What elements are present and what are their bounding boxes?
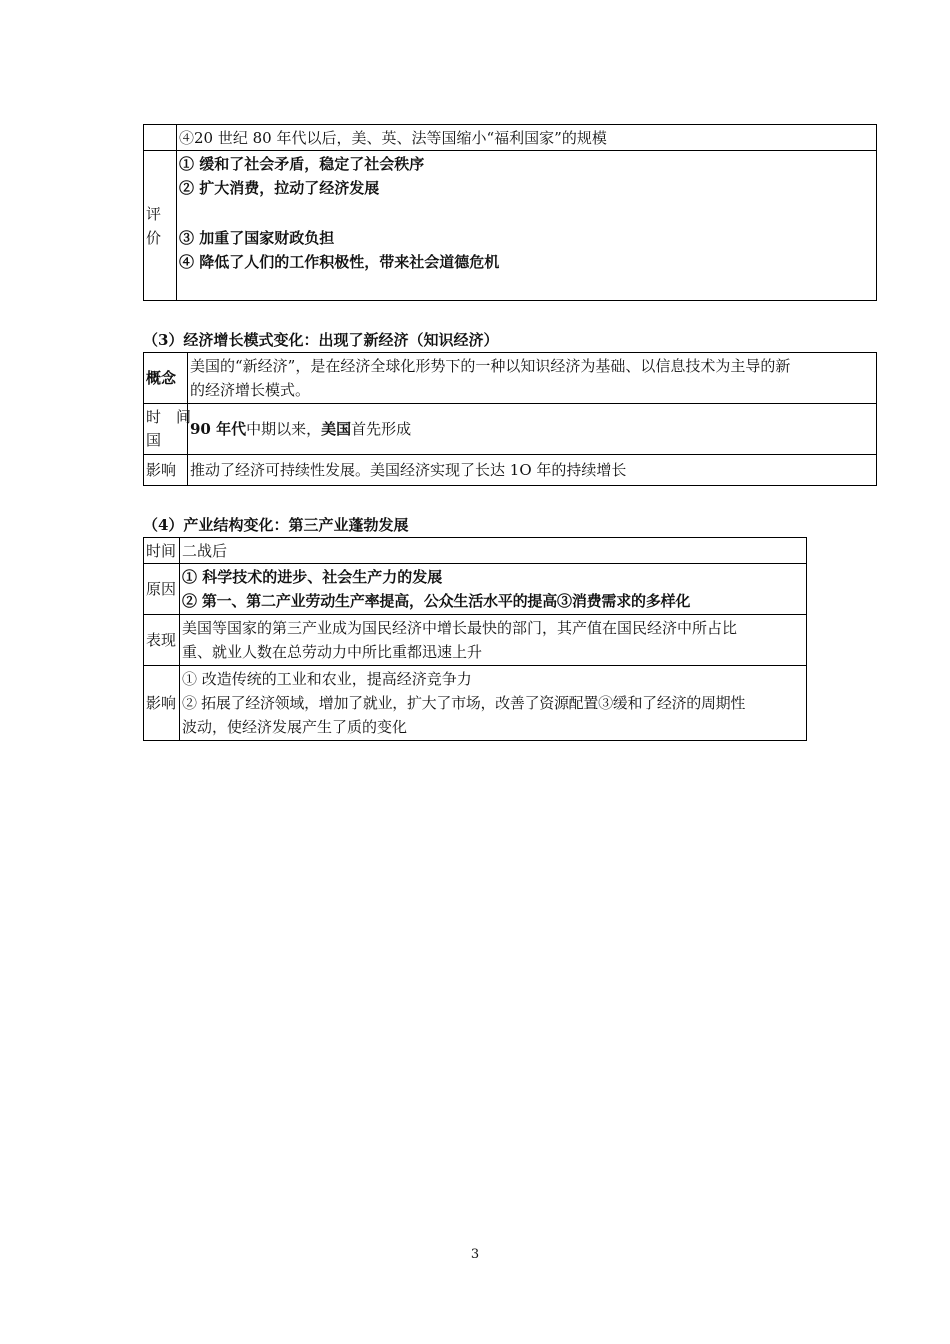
table-row [144,151,877,301]
concept-line-2: 的经济增长模式。 [190,381,311,399]
country-text: 首先形成 [351,420,412,438]
evaluation-point-4: ④ 降低了人们的工作积极性，带来社会道德危机 [179,253,500,271]
table-row [144,615,807,666]
manifest-label: 表现 [144,615,180,666]
concept-content [188,353,877,404]
manifest-line-2: 重、就业人数在总劳动力中所比重都迅速上升 [182,643,483,661]
table-row [144,125,877,151]
reason-content [180,564,807,615]
impact-line-2: ② 拓展了经济领域，增加了就业，扩大了市场，改善了资源配置③缓和了经济的周期性 [182,694,746,712]
country-bold: 美国 [321,420,352,438]
impact-label: 影响 [144,666,180,741]
table-row [144,404,877,455]
manifest-line-1: 美国等国家的第三产业成为国民经济中增长最快的部门，其产值在国民经济中所占比 [182,619,738,637]
page-number: 3 [470,1247,480,1262]
time-country-label [144,404,192,455]
welfare-shrink-text: ④20 世纪 80 年代以后，美、英、法等国缩小“福利国家”的规模 [177,125,877,151]
blank-line [179,200,874,226]
section-3-heading: （3）经济增长模式变化：出现了新经济（知识经济） [143,331,499,349]
reason-line-2: ② 第一、第二产业劳动生产率提高，公众生活水平的提高③消费需求的多样化 [182,592,691,610]
concept-line-1: 美国的“新经济”，是在经济全球化形势下的一种以知识经济为基础、以信息技术为主导的新 [190,357,791,375]
section-4-heading: （4）产业结构变化：第三产业蓬勃发展 [143,516,409,534]
impact-content: 推动了经济可持续性发展。美国经济实现了长达 1O 年的持续增长 [188,455,877,486]
evaluation-point-2: ② 扩大消费，拉动了经济发展 [179,179,380,197]
impact-content [180,666,807,741]
tertiary-industry-table [143,537,807,741]
table-row [144,666,807,741]
evaluation-point-3: ③ 加重了国家财政负担 [179,229,335,247]
reason-line-1: ① 科学技术的进步、社会生产力的发展 [182,568,443,586]
impact-line-3: 波动，使经济发展产生了质的变化 [182,718,408,736]
time-content: 二战后 [180,538,807,564]
table-row [144,538,807,564]
concept-label: 概念 [144,353,188,404]
evaluation-content [177,151,877,301]
time-label: 时间 [144,538,180,564]
table-row [144,353,877,404]
reason-label: 原因 [144,564,180,615]
time-label-line-2: 国 [146,431,162,449]
impact-line-1: ① 改造传统的工业和农业，提高经济竞争力 [182,670,472,688]
table-row [144,455,877,486]
row-label-empty [144,125,177,151]
impact-label: 影响 [144,455,188,486]
new-economy-table [143,352,877,486]
time-period-bold: 90 年代 [190,420,247,438]
time-label-line-1: 时 间 [146,408,192,426]
evaluation-label: 评价 [144,151,177,301]
manifest-content [180,615,807,666]
table-row [144,564,807,615]
time-period-text: 中期以来， [246,420,322,438]
time-country-content [188,404,877,455]
welfare-state-table [143,124,877,301]
evaluation-point-1: ① 缓和了社会矛盾，稳定了社会秩序 [179,155,425,173]
